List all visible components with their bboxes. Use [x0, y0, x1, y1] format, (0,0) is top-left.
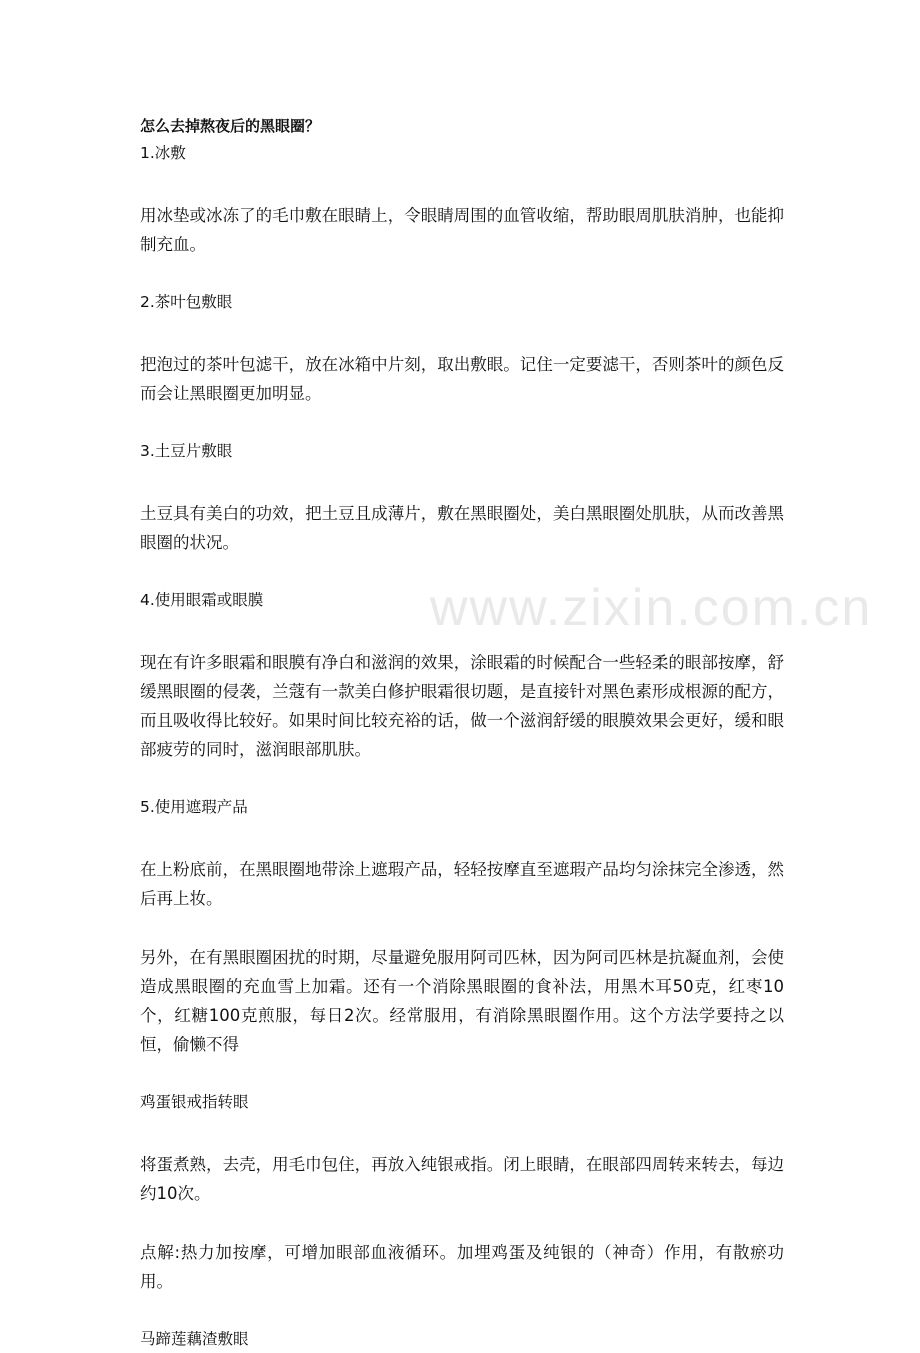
- section-heading-concealer: 5.使用遮瑕产品: [140, 798, 248, 816]
- section-heading-ice: 1.冰敷: [140, 144, 186, 162]
- last-heading: 马蹄莲藕渣敷眼: [140, 1330, 249, 1348]
- page-title: 怎么去掉熬夜后的黑眼圈？: [140, 117, 321, 135]
- section-heading-potato: 3.土豆片敷眼: [140, 442, 233, 460]
- document-body: [140, 113, 784, 1353]
- watermark-text: www.zixin.com.cn: [430, 579, 873, 637]
- section-body-ice: 用冰垫或冰冻了的毛巾敷在眼睛上，令眼睛周围的血管收缩，帮助眼周肌肤消肿，也能抑制充血。: [140, 206, 784, 254]
- egg-note: 点解:热力加按摩，可增加眼部血液循环。加埋鸡蛋及纯银的（神奇）作用，有散瘀功用。: [140, 1243, 784, 1291]
- extra-paragraph: 另外，在有黑眼圈困扰的时期，尽量避免服用阿司匹林，因为阿司匹林是抗凝血剂，会使造成黑眼圈的充血雪上加霜。还有一个消除黑眼圈的食补法，用黑木耳50克，红枣10个，红糖100克煎服，每日2次。经常服用，有消除黑眼圈作用。这个方法学要持之以恒，偷懒不得: [140, 948, 784, 1054]
- section-heading-teabag: 2.茶叶包敷眼: [140, 293, 233, 311]
- section-body-teabag: 把泡过的茶叶包滤干，放在冰箱中片刻，取出敷眼。记住一定要滤干，否则茶叶的颜色反而会让黑眼圈更加明显。: [140, 355, 784, 403]
- section-heading-eye-cream: 4.使用眼霜或眼膜: [140, 591, 264, 609]
- section-body-potato: 土豆具有美白的功效，把土豆且成薄片，敷在黑眼圈处，美白黑眼圈处肌肤，从而改善黑眼圈的状况。: [140, 504, 784, 552]
- egg-heading: 鸡蛋银戒指转眼: [140, 1093, 249, 1111]
- section-body-eye-cream: 现在有许多眼霜和眼膜有净白和滋润的效果，涂眼霜的时候配合一些轻柔的眼部按摩，舒缓黑眼圈的侵袭，兰蔻有一款美白修护眼霜很切题，是直接针对黑色素形成根源的配方，而且吸收得比较好。如果时间比较充裕的话，做一个滋润舒缓的眼膜效果会更好，缓和眼部疲劳的同时，滋润眼部肌肤。: [140, 653, 784, 759]
- section-body-concealer: 在上粉底前，在黑眼圈地带涂上遮瑕产品，轻轻按摩直至遮瑕产品均匀涂抹完全渗透，然后再上妆。: [140, 860, 784, 908]
- egg-body: 将蛋煮熟，去壳，用毛巾包住，再放入纯银戒指。闭上眼睛，在眼部四周转来转去，每边约10次。: [140, 1155, 784, 1203]
